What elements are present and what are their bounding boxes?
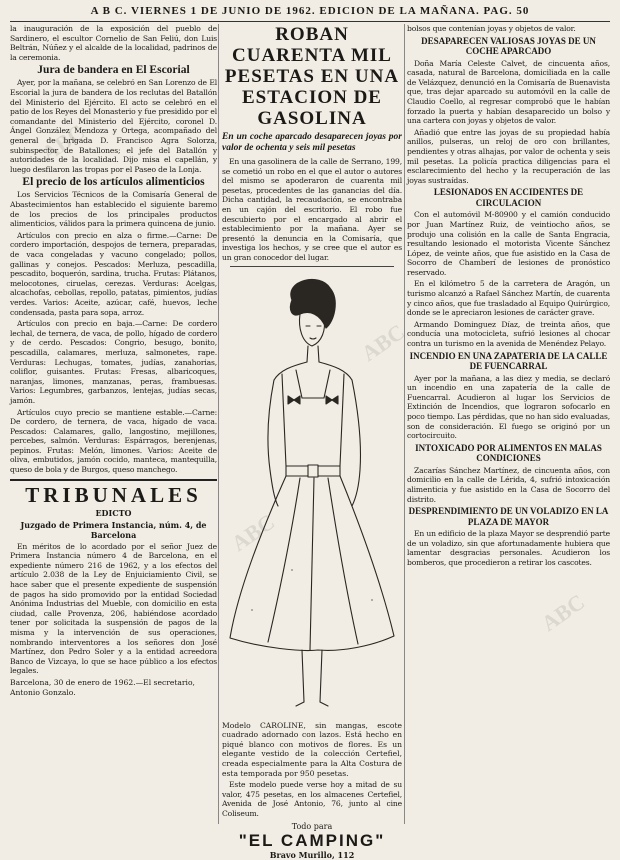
- dress-illustration: [222, 270, 402, 718]
- article-text: Artículos con precio en baja.—Carne: De cordero lechal, de ternera, de vaca, de pollo, hígado de cordero y de cerdo. Pescados: Congrio, besugo, bonito, pescadilla, calamares, merluza, salmonetes, rape. Verduras: Lechugas, tomates, judías, zanahorias, coliflor, guisantes. Frutas: Fresas, albaricoques, naranjas, limones, manzanas, peras, frambuesas. Varios: Legumbres, garbanzos, lentejas, judías secas, jamón.: [10, 319, 217, 405]
- ad-name: "EL CAMPING": [238, 831, 386, 851]
- headline-incendio: INCENDIO EN UNA ZAPATERIA DE LA CALLE DE FUENCARRAL: [409, 350, 608, 372]
- page-masthead: A B C. VIERNES 1 DE JUNIO DE 1962. EDICION DE LA MAÑANA. PAG. 50: [10, 3, 610, 22]
- column-divider: [404, 24, 405, 824]
- article-text: En méritos de lo acordado por el señor Juez de Primera Instancia número 4 de Barcelona, en el expediente número 216 de 1962, y a los efectos del artículo 2.038 de la Ley de Enjuiciamiento Civil, se hace saber que el presente expediente de suspensión de pagos ha sido promovido por la entidad Sociedad Anónima Industrias del Mueble, con domicilio en esta ciudad, calle Provenza, 206, habiéndose acordado tener por solicitada la suspensión de pagos de la misma y la intervención de sus operaciones, nombrando interventores a los señores don José Martínez, don Pedro Soler y a la entidad acreedora Banco de Vizcaya, lo que se hace público a los efectos legales.: [10, 541, 217, 676]
- article-text: Doña María Celeste Calvet, de cincuenta años, casada, natural de Barcelona, domiciliada en la calle de Velázquez, denunció en la Comisaría de Buenavista que, tras dejar aparcado su automóvil en la calle de Claudio Coello, al regresar comprobó que le habían forzado la puerta y habían desaparecido un bolso y una cartera con joyas y objetos de valor.: [407, 58, 610, 126]
- article-text: Zacarías Sánchez Martínez, de cincuenta años, con domicilio en la calle de Lérida, 4, sufrió intoxicación alimenticia y fue asistido en la Casa de Socorro del distrito.: [407, 465, 610, 504]
- headline-voladizo: DESPRENDIMIENTO DE UN VOLADIZO EN LA PLAZA DE MAYOR: [408, 506, 609, 527]
- headline-robo-gasolina: ROBAN CUARENTA MIL PESETAS EN UNA ESTACION DE GASOLINA: [224, 24, 400, 129]
- headline-desaparecen-joyas: DESAPARECEN VALIOSAS JOYAS DE UN COCHE APARCADO: [421, 35, 596, 57]
- divider: [230, 266, 394, 267]
- section-title-tribunales: TRIBUNALES: [10, 479, 217, 506]
- article-text: Este modelo puede verse hoy a mitad de su valor, 475 pesetas, en los almacenes Certefiel, Avenida de José Antonio, 76, junto al cine Coliseum.: [222, 780, 402, 818]
- article-text: En el kilómetro 5 de la carretera de Aragón, un turismo alcanzó a Rafael Sánchez Martín, de cuarenta y cinco años, que fue trasladado al Equipo Quirúrgico, donde se le apreciaron lesiones de carácter grave.: [407, 279, 610, 318]
- fashion-sketch-image: [222, 270, 402, 718]
- article-text: Artículos con precio en alza o firme.—Carne: De cordero importación, despojos de ternera, preparadas, de vaca congeladas y vacuno congelado; pollos, gallinas y conejos. Pescados: Merluza, pescadilla, pescadito, boquerón, sardina, trucha. Frutas: Plátanos, melocotones, ciruelas, cerezas. Verduras: Acelgas, alcachofas, cebollas, repollo, patatas, pimientos, judías verdes. Varios: Aceite, azúcar, café, huevos, leche condensada, pasta para sopa, arroz.: [10, 230, 217, 317]
- column-divider: [218, 24, 219, 824]
- headline-lesionados: LESIONADOS EN ACCIDENTES DE CIRCULACION: [433, 187, 584, 208]
- article-text: Con el automóvil M-80900 y el camión conducido por Juan Martínez Ruiz, de veintiocho años, se produjo una colisión en la calle de Santa Engracia, resultando lesionado el motorista Vicente Sánchez López, de veinte años, que fue asistido en la Casa de Socorro de Chamberí de lesiones de pronóstico reservado.: [407, 210, 610, 277]
- column-left: [10, 24, 217, 824]
- article-text: Los Servicios Técnicos de la Comisaría General de Abastecimientos han establecido el siguiente baremo de los precios de los principales productos alimenticios, válidos para la primera quincena de junio.: [10, 190, 217, 229]
- illustration-caption: Modelo CAROLINE, sin mangas, escote cuadrado adornado con lazos. Está hecho en piqué blanco con motivos de flores. Es un elegante vestido de la colección Certefiel, creada especialmente para la Alta Costura de esta temporada por 950 pesetas.: [222, 720, 402, 778]
- article-text: Añadió que entre las joyas de su propiedad había anillos, pulseras, un reloj de oro con brillantes, pendientes y otras alhajas, por valor de ochenta y seis mil pesetas. La policía practica diligencias para el esclarecimiento del hecho y la recuperación de las joyas sustraídas.: [407, 127, 610, 185]
- column-right: [407, 24, 610, 824]
- headline-precio-articulos: El precio de los artículos alimenticios: [22, 176, 205, 189]
- watermark-stamp: ABC: [356, 319, 410, 367]
- article-text: En un edificio de la plaza Mayor se desprendió parte de un voladizo, sin que afortunadamente hubiera que lamentar desgracias personales. Acudieron los bomberos, que procedieron a retirar los cascotes.: [407, 529, 610, 567]
- article-text: Ayer, por la mañana, se celebró en San Lorenzo de El Escorial la jura de bandera de los reclutas del Batallón del Ministerio del Ejército. El acto se celebró en el patio de los Reyes del Monasterio y fue presidido por el comandante del Ministerio del Ejército, coronel D. Ángel González Mendoza y Ortega, acompañado del general de brigada D. Francisco Agra Solorza, subinspector de Batallones; el jefe del Batallón y autoridades de la localidad. Dijo misa el capellán, y luego desfilaron las tropas por el Paseo de la Lonja.: [10, 78, 217, 174]
- article-text: Armando Dominguez Díaz, de treinta años, que conducía una motocicleta, sufrió lesiones al chocar contra un turismo en la avenida de Menéndez Pelayo.: [407, 319, 610, 349]
- watermark-stamp: ABC: [226, 509, 280, 557]
- headline-intoxicado: INTOXICADO POR ALIMENTOS EN MALAS CONDICIONES: [415, 442, 602, 464]
- edicto-label: EDICTO: [95, 507, 132, 518]
- article-text: bolsos que contenían joyas y objetos de valor.: [407, 24, 576, 33]
- headline-jura-bandera: Jura de bandera en El Escorial: [37, 64, 190, 77]
- watermark-stamp: ABC: [36, 119, 90, 167]
- subheadline-joyas: En un coche aparcado desaparecen joyas por valor de ochenta y seis mil pesetas: [222, 132, 402, 153]
- article-text: Artículos cuyo precio se mantiene estable.—Carne: De cordero, de ternera, de vaca, hígado de vaca. Pescados: Calamares, gallo, langostino, mejillones, percebes, salmón. Verduras: Espárragos, berenjenas, pepinos. Frutas: Melón, limones. Varios: Aceite de oliva, embutidos, jamón cocido, manteca, mantequilla, queso de bola y de Burgos, queso manchego.: [10, 407, 217, 475]
- article-text: la inauguración de la exposición del pueblo de Sardinero, el escultor Cornelio de San Feliú, don Luis Beltrán, Núñez y el alcalde de la localidad, padrinos de la ceremonia.: [10, 24, 217, 62]
- article-text: En una gasolinera de la calle de Serrano, 199, se cometió un robo en el que el autor o autores del mismo se apoderaron de cuarenta mil pesetas, procedentes de las ganancias del día. Dicha cantidad, la recaudación, se encontraba en un cajón del escritorio. El robo fue descubierto por el encargado al abrir el establecimiento por la mañana. Ayer se presentó la denuncia en la Comisaría, que investiga los hechos, y se cree que el autor es un gran conocedor del lugar.: [222, 157, 402, 262]
- article-text: Ayer por la mañana, a las diez y media, se declaró un incendio en una zapatería de la calle de Fuencarral. Acudieron al lugar los Servicios de Extinción de Incendios, que lograron sofocarlo en poco tiempo. Las pérdidas, que no han sido evaluadas, son de consideración. El fuego se originó por un cortocircuito.: [407, 373, 610, 441]
- column-center: [222, 24, 402, 860]
- edicto-signature: Barcelona, 30 de enero de 1962.—El secretario, Antonio Gonzalo.: [10, 678, 195, 697]
- watermark-stamp: ABC: [536, 589, 590, 637]
- ad-lead: Todo para: [291, 822, 333, 832]
- ad-address: Bravo Murillo, 112: [269, 850, 355, 860]
- court-name: Juzgado de Primera Instancia, núm. 4, de Barcelona: [20, 519, 207, 540]
